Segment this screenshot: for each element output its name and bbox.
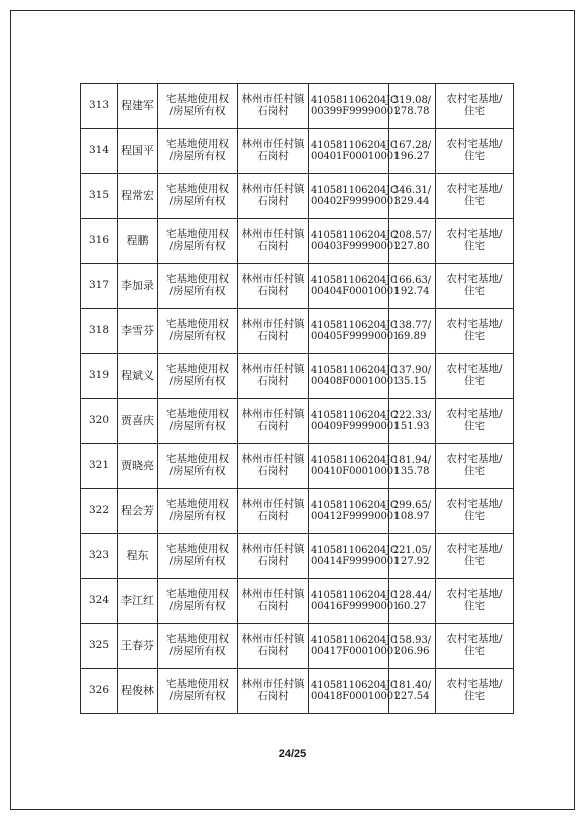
owner-name-cell: 程俊林 [118, 669, 158, 714]
page-number: 24/25 [278, 748, 307, 760]
parcel-code-cell: 410581106204JC 00409F99990001 [309, 399, 389, 444]
row-number-cell: 318 [81, 309, 118, 354]
parcel-code-cell: 410581106204JC 00399F99990001 [309, 84, 389, 129]
table-row [81, 669, 514, 714]
table-body [81, 84, 514, 714]
owner-name-cell: 王春芬 [118, 624, 158, 669]
location-cell: 林州市任村镇 石岗村 [238, 489, 309, 534]
right-type-cell: 宅基地使用权 /房屋所有权 [158, 174, 238, 219]
parcel-code-cell: 410581106204JC 00412F99990001 [309, 489, 389, 534]
location-cell: 林州市任村镇 石岗村 [238, 219, 309, 264]
parcel-code-cell: 410581106204JC 00401F00010001 [309, 129, 389, 174]
table-row [81, 174, 514, 219]
land-use-cell: 农村宅基地/ 住宅 [436, 399, 514, 444]
table-row [81, 444, 514, 489]
parcel-code-cell: 410581106204JC 00417F00010001 [309, 624, 389, 669]
land-use-cell: 农村宅基地/ 住宅 [436, 219, 514, 264]
table-row [81, 354, 514, 399]
area-cell: 181.94/ 135.78 [389, 444, 436, 489]
location-cell: 林州市任村镇 石岗村 [238, 309, 309, 354]
row-number-cell: 320 [81, 399, 118, 444]
land-use-cell: 农村宅基地/ 住宅 [436, 489, 514, 534]
land-use-cell: 农村宅基地/ 住宅 [436, 84, 514, 129]
land-use-cell: 农村宅基地/ 住宅 [436, 534, 514, 579]
right-type-cell: 宅基地使用权 /房屋所有权 [158, 399, 238, 444]
owner-name-cell: 李江红 [118, 579, 158, 624]
row-number-cell: 325 [81, 624, 118, 669]
land-use-cell: 农村宅基地/ 住宅 [436, 174, 514, 219]
owner-name-cell: 李雪芬 [118, 309, 158, 354]
owner-name-cell: 李加录 [118, 264, 158, 309]
row-number-cell: 317 [81, 264, 118, 309]
parcel-code-cell: 410581106204JC 00418F00010001 [309, 669, 389, 714]
location-cell: 林州市任村镇 石岗村 [238, 399, 309, 444]
row-number-cell: 316 [81, 219, 118, 264]
right-type-cell: 宅基地使用权 /房屋所有权 [158, 84, 238, 129]
right-type-cell: 宅基地使用权 /房屋所有权 [158, 354, 238, 399]
table-row [81, 624, 514, 669]
row-number-cell: 321 [81, 444, 118, 489]
table-row [81, 579, 514, 624]
location-cell: 林州市任村镇 石岗村 [238, 579, 309, 624]
table-row [81, 534, 514, 579]
row-number-cell: 319 [81, 354, 118, 399]
area-cell: 299.65/ 108.97 [389, 489, 436, 534]
area-cell: 138.77/ 69.89 [389, 309, 436, 354]
table-row [81, 129, 514, 174]
area-cell: 167.28/ 196.27 [389, 129, 436, 174]
location-cell: 林州市任村镇 石岗村 [238, 444, 309, 489]
row-number-cell: 322 [81, 489, 118, 534]
land-use-cell: 农村宅基地/ 住宅 [436, 354, 514, 399]
right-type-cell: 宅基地使用权 /房屋所有权 [158, 264, 238, 309]
row-number-cell: 313 [81, 84, 118, 129]
location-cell: 林州市任村镇 石岗村 [238, 624, 309, 669]
row-number-cell: 323 [81, 534, 118, 579]
land-use-cell: 农村宅基地/ 住宅 [436, 669, 514, 714]
records-table [80, 83, 514, 714]
row-number-cell: 324 [81, 579, 118, 624]
parcel-code-cell: 410581106204JC 00403F99990001 [309, 219, 389, 264]
location-cell: 林州市任村镇 石岗村 [238, 534, 309, 579]
location-cell: 林州市任村镇 石岗村 [238, 174, 309, 219]
table-row [81, 264, 514, 309]
area-cell: 319.08/ 278.78 [389, 84, 436, 129]
row-number-cell: 326 [81, 669, 118, 714]
right-type-cell: 宅基地使用权 /房屋所有权 [158, 534, 238, 579]
parcel-code-cell: 410581106204JC 00416F99990001 [309, 579, 389, 624]
right-type-cell: 宅基地使用权 /房屋所有权 [158, 309, 238, 354]
parcel-code-cell: 410581106204JC 00405F99990001 [309, 309, 389, 354]
right-type-cell: 宅基地使用权 /房屋所有权 [158, 489, 238, 534]
owner-name-cell: 程会芳 [118, 489, 158, 534]
row-number-cell: 315 [81, 174, 118, 219]
owner-name-cell: 程斌义 [118, 354, 158, 399]
location-cell: 林州市任村镇 石岗村 [238, 84, 309, 129]
area-cell: 158.93/ 206.96 [389, 624, 436, 669]
owner-name-cell: 程建军 [118, 84, 158, 129]
right-type-cell: 宅基地使用权 /房屋所有权 [158, 579, 238, 624]
location-cell: 林州市任村镇 石岗村 [238, 354, 309, 399]
area-cell: 208.57/ 227.80 [389, 219, 436, 264]
area-cell: 221.05/ 127.92 [389, 534, 436, 579]
area-cell: 222.33/ 151.93 [389, 399, 436, 444]
area-cell: 137.90/ 35.15 [389, 354, 436, 399]
owner-name-cell: 程常宏 [118, 174, 158, 219]
location-cell: 林州市任村镇 石岗村 [238, 669, 309, 714]
parcel-code-cell: 410581106204JC 00404F00010001 [309, 264, 389, 309]
land-use-cell: 农村宅基地/ 住宅 [436, 129, 514, 174]
right-type-cell: 宅基地使用权 /房屋所有权 [158, 669, 238, 714]
owner-name-cell: 贾晓亮 [118, 444, 158, 489]
row-number-cell: 314 [81, 129, 118, 174]
area-cell: 166.63/ 192.74 [389, 264, 436, 309]
location-cell: 林州市任村镇 石岗村 [238, 129, 309, 174]
table-row [81, 399, 514, 444]
land-use-cell: 农村宅基地/ 住宅 [436, 444, 514, 489]
land-use-cell: 农村宅基地/ 住宅 [436, 624, 514, 669]
parcel-code-cell: 410581106204JC 00402F99990001 [309, 174, 389, 219]
owner-name-cell: 程国平 [118, 129, 158, 174]
right-type-cell: 宅基地使用权 /房屋所有权 [158, 129, 238, 174]
owner-name-cell: 程鹏 [118, 219, 158, 264]
parcel-code-cell: 410581106204JC 00414F99990001 [309, 534, 389, 579]
area-cell: 346.31/ 329.44 [389, 174, 436, 219]
table-row [81, 219, 514, 264]
owner-name-cell: 贾喜庆 [118, 399, 158, 444]
table-row [81, 489, 514, 534]
owner-name-cell: 程东 [118, 534, 158, 579]
right-type-cell: 宅基地使用权 /房屋所有权 [158, 444, 238, 489]
table-row [81, 84, 514, 129]
parcel-code-cell: 410581106204JC 00408F00010001 [309, 354, 389, 399]
parcel-code-cell: 410581106204JC 00410F00010001 [309, 444, 389, 489]
land-use-cell: 农村宅基地/ 住宅 [436, 579, 514, 624]
area-cell: 128.44/ 60.27 [389, 579, 436, 624]
right-type-cell: 宅基地使用权 /房屋所有权 [158, 219, 238, 264]
location-cell: 林州市任村镇 石岗村 [238, 264, 309, 309]
land-use-cell: 农村宅基地/ 住宅 [436, 309, 514, 354]
table-row [81, 309, 514, 354]
right-type-cell: 宅基地使用权 /房屋所有权 [158, 624, 238, 669]
area-cell: 181.40/ 227.54 [389, 669, 436, 714]
land-use-cell: 农村宅基地/ 住宅 [436, 264, 514, 309]
